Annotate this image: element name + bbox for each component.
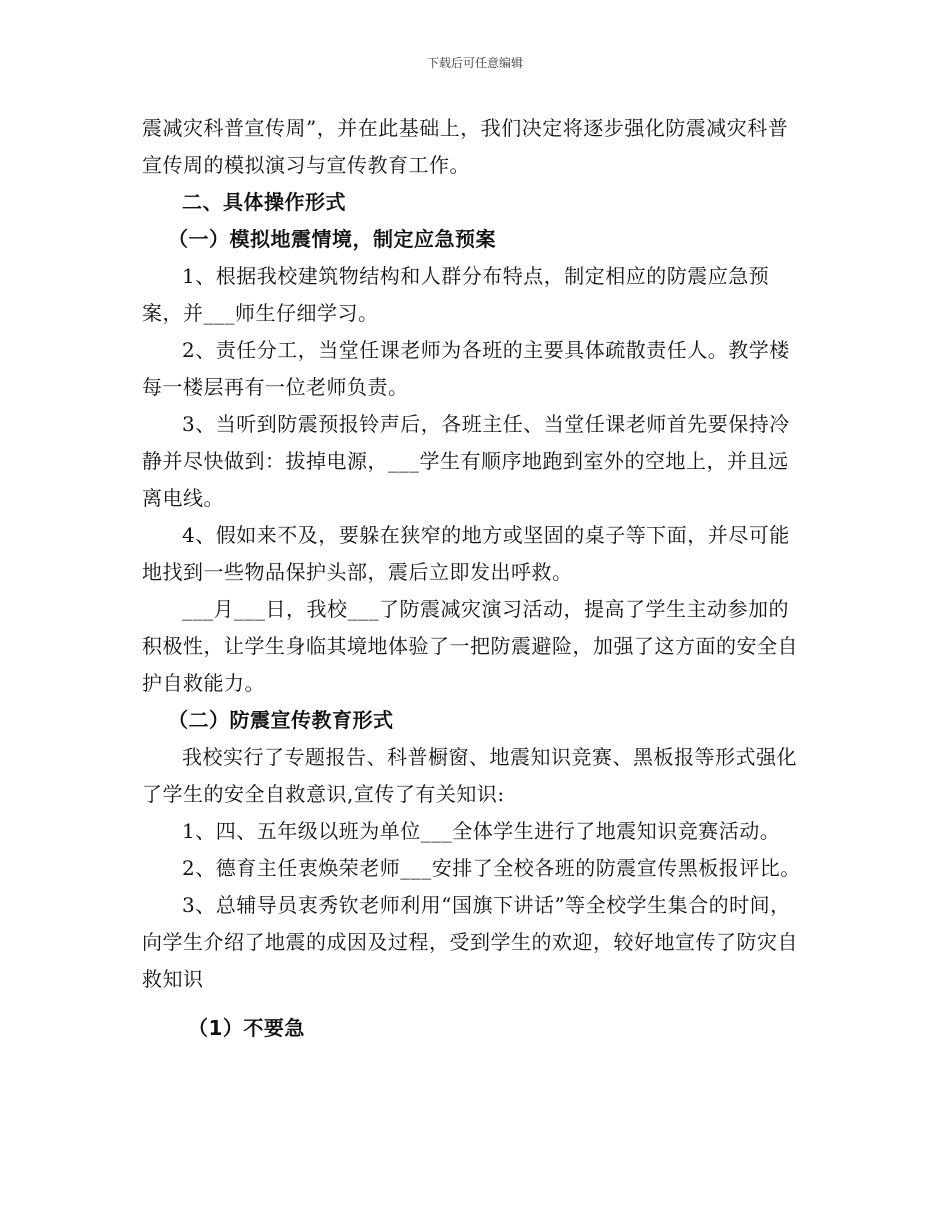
section-heading: 二、具体操作形式 (182, 190, 346, 214)
page-header: 下载后可任意编辑 (426, 56, 523, 70)
paragraph-item: 1、根据我校建筑物结构和人群分布特点，制定相应的防震应急预案，并___师生仔细学习。 (142, 264, 770, 325)
point-heading: （1）不要急 (188, 1016, 305, 1040)
subsection-heading: （二）防震宣传教育形式 (168, 708, 394, 732)
paragraph-item: 4、假如来不及，要躲在狭窄的地方或坚固的桌子等下面，并尽可能地找到一些物品保护头部，震后立即发出呼救。 (142, 523, 790, 584)
document-body (142, 110, 808, 1047)
paragraph-item: 2、责任分工，当堂任课老师为各班的主要具体疏散责任人。教学楼每一楼层再有一位老师负责。 (142, 338, 790, 399)
paragraph-drill: ___月___日，我校___了防震减灾演习活动，提高了学生主动参加的积极性，让学生身临其境地体验了一把防震避险，加强了这方面的安全自护自救能力。 (142, 597, 798, 695)
paragraph-item: 2、德育主任衷焕荣老师___安排了全校各班的防震宣传黑板报评比。 (182, 856, 801, 880)
paragraph-item: 3、总辅导员衷秀钦老师利用“国旗下讲话”等全校学生集合的时间，向学生介绍了地震的成因及过程，受到学生的欢迎，较好地宣传了防灾自救知识 (142, 893, 798, 991)
paragraph-forms: 我校实行了专题报告、科普橱窗、地震知识竞赛、黑板报等形式强化了学生的安全自救意识,宣传了有关知识: (142, 745, 797, 806)
paragraph-intro: 震减灾科普宣传周”，并在此基础上，我们决定将逐步强化防震减灾科普宣传周的模拟演习与宣传教育工作。 (142, 116, 789, 177)
paragraph-item: 3、当听到防震预报铃声后，各班主任、当堂任课老师首先要保持冷静并尽快做到：拔掉电源，___学生有顺序地跑到室外的空地上，并且远离电线。 (142, 412, 790, 510)
subsection-heading: （一）模拟地震情境，制定应急预案 (168, 227, 496, 251)
paragraph-item: 1、四、五年级以班为单位___全体学生进行了地震知识竞赛活动。 (182, 819, 781, 843)
